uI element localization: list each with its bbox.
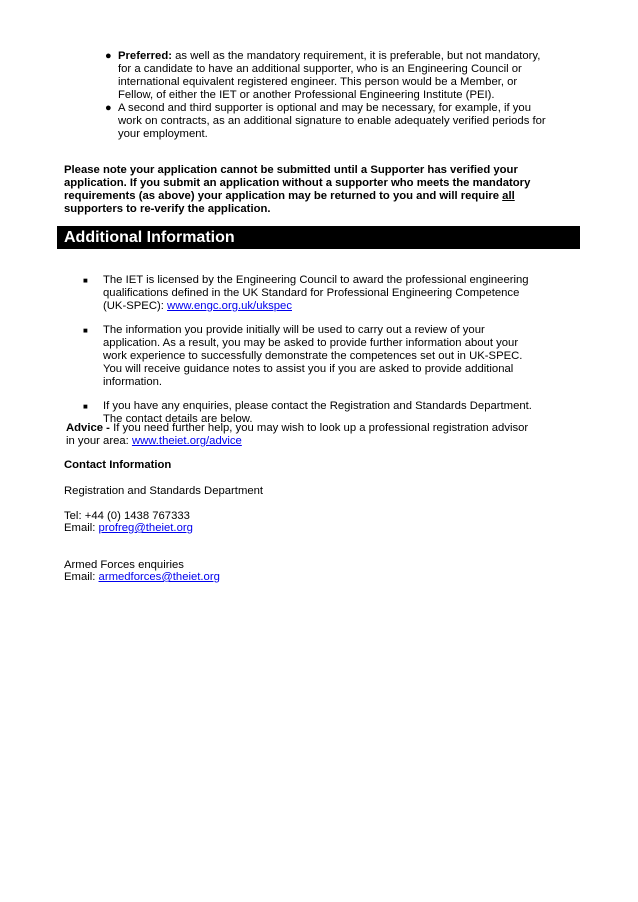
list-item-text: The information you provide initially will be used to carry out a review of your application. As a result, you may be asked to provide further information about your work experience to successfully demonstrate the competences set out in UK-SPEC. You will receive guidance notes to assist you if you are asked to provide additional information. bbox=[103, 324, 523, 388]
square-bullet-icon: ■ bbox=[83, 326, 88, 335]
bullet-icon: ● bbox=[105, 50, 112, 62]
telephone: Tel: +44 (0) 1438 767333 bbox=[64, 510, 190, 522]
advice-link[interactable]: www.theiet.org/advice bbox=[131, 435, 242, 447]
list-item bbox=[83, 274, 543, 313]
list-item bbox=[83, 324, 543, 389]
armedforces-email-link[interactable]: armedforces@theiet.org bbox=[98, 571, 220, 583]
advice-label: Advice - bbox=[66, 422, 110, 434]
list-item bbox=[105, 50, 548, 102]
square-bullet-icon: ■ bbox=[83, 276, 88, 285]
contact-heading: Contact Information bbox=[64, 459, 172, 471]
emphasis-all: all bbox=[502, 190, 515, 202]
email-line: Email: profreg@theiet.org bbox=[64, 522, 193, 534]
advice-paragraph: Advice - If you need further help, you may wish to look up a professional registration advisor in your area: www.theiet.org/advice bbox=[66, 422, 529, 447]
list-item bbox=[105, 102, 548, 141]
square-bullet-icon: ■ bbox=[83, 402, 88, 411]
application-notice: Please note your application cannot be submitted until a Supporter has verified your application. If you submit an application without a supporter who meets the mandatory requirements (as above) your application may be returned to you and will require all supporters to re-verify the application. bbox=[64, 164, 531, 215]
profreg-email-link[interactable]: profreg@theiet.org bbox=[98, 522, 193, 534]
section-header: Additional Information bbox=[57, 226, 580, 249]
bullet-icon: ● bbox=[105, 102, 112, 114]
preferred-label: Preferred: bbox=[118, 50, 172, 62]
ukspec-link[interactable]: www.engc.org.uk/ukspec bbox=[167, 300, 292, 312]
armed-forces-label: Armed Forces enquiries bbox=[64, 559, 184, 571]
supporter-bullet-list bbox=[105, 50, 548, 141]
list-item-text: The IET is licensed by the Engineering Council to award the professional engineering qualifications defined in the UK Standard for Professional Engineering Competence (UK-SPEC): bbox=[103, 274, 529, 312]
list-item-text: If you have any enquiries, please contact the Registration and Standards Department. The contact details are below. bbox=[103, 400, 532, 425]
department-name: Registration and Standards Department bbox=[64, 485, 264, 497]
armed-email-line: Email: armedforces@theiet.org bbox=[64, 571, 220, 583]
list-item-text: as well as the mandatory requirement, it is preferable, but not mandatory, for a candidate to have an additional supporter, who is an Engineering Council or international equivalent registered engineer. This person would be a Member, or Fellow, of either the IET or another Professional Engineering Institute (PEI). bbox=[118, 50, 541, 101]
list-item-text: A second and third supporter is optional and may be necessary, for example, if you work on contracts, as an additional signature to enable adequately verified periods for your employment. bbox=[118, 102, 546, 140]
